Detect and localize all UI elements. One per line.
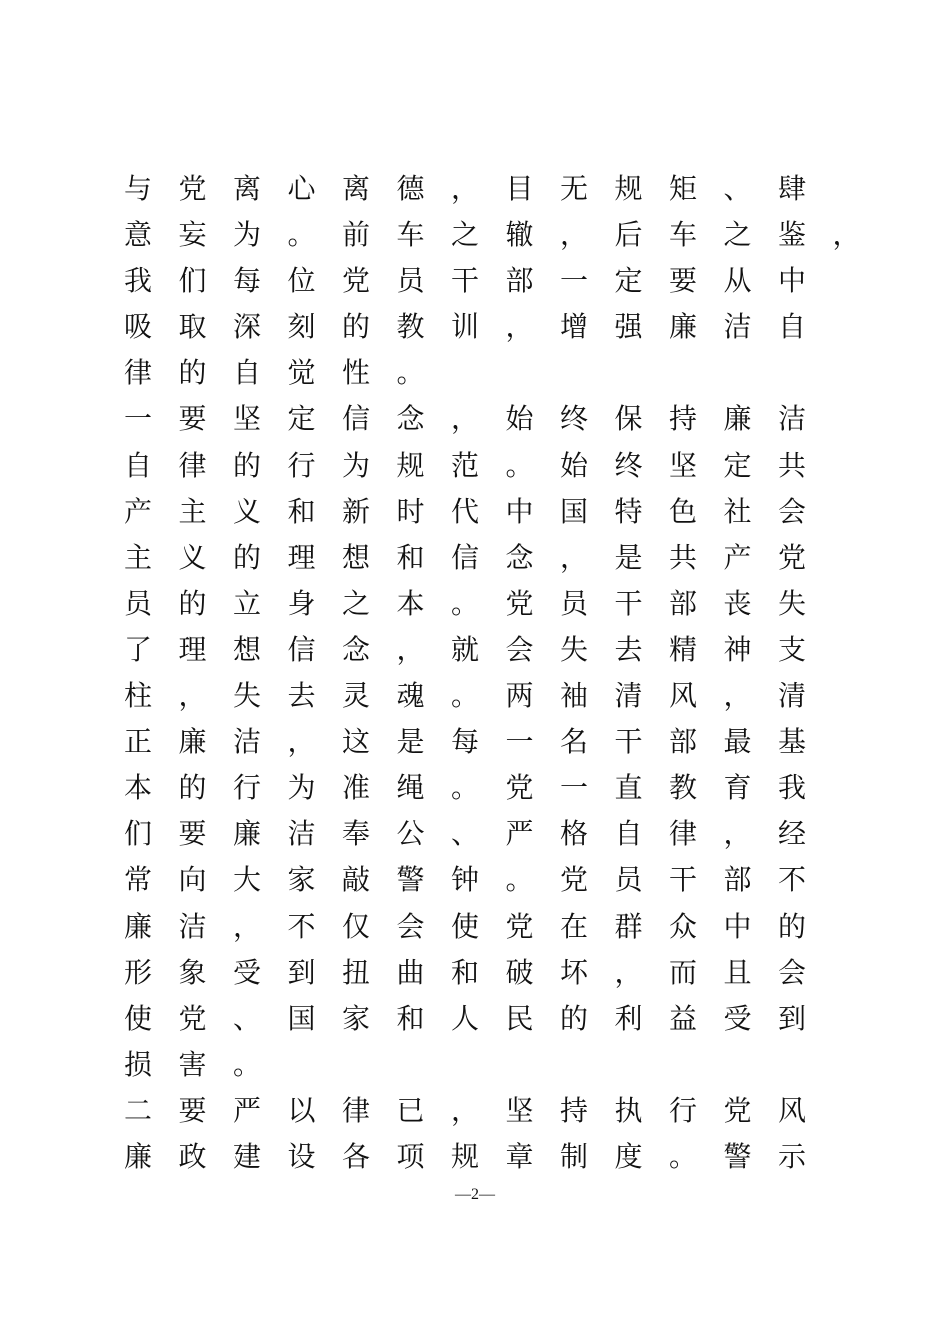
- text-line: 与党离心离德，目无规矩、肆: [124, 172, 833, 205]
- text-line: 了理想信念，就会失去精神支: [124, 632, 833, 666]
- text-line: 一要坚定信念，始终保持廉洁: [124, 402, 833, 436]
- text-line: 廉政建设各项规章制度。警示: [124, 1139, 833, 1173]
- text-line: 正廉洁，这是每一名干部最基: [124, 725, 833, 759]
- text-line: 们要廉洁奉公、严格自律，经: [124, 817, 833, 851]
- text-line: 使党、国家和人民的利益受到: [124, 1001, 833, 1035]
- text-line: 吸取深刻的教训，增强廉洁自: [124, 310, 833, 344]
- text-line: 本的行为准绳。党一直教育我: [124, 771, 833, 805]
- text-line: 主义的理想和信念，是共产党: [124, 540, 833, 574]
- body-text: [124, 166, 888, 1180]
- text-line: 产主义和新时代中国特色社会: [124, 494, 833, 528]
- text-line: 二要严以律已，坚持执行党风: [124, 1093, 833, 1127]
- text-line: 形象受到扭曲和破坏，而且会: [124, 955, 833, 989]
- page-number: —2—: [455, 1186, 495, 1203]
- text-line: 廉洁，不仅会使党在群众中的: [124, 909, 833, 943]
- text-line: 意妄为。前车之辙，后车之鉴，: [124, 218, 888, 252]
- text-line: 损害。: [124, 1047, 288, 1081]
- text-line: 柱，失去灵魂。两袖清风，清: [124, 679, 833, 713]
- text-line: 员的立身之本。党员干部丧失: [124, 586, 833, 620]
- text-line: 自律的行为规范。始终坚定共: [124, 448, 833, 482]
- text-line: 律的自觉性。: [124, 356, 452, 390]
- text-line: 常向大家敲警钟。党员干部不: [124, 863, 833, 897]
- text-line: 我们每位党员干部一定要从中: [124, 264, 833, 298]
